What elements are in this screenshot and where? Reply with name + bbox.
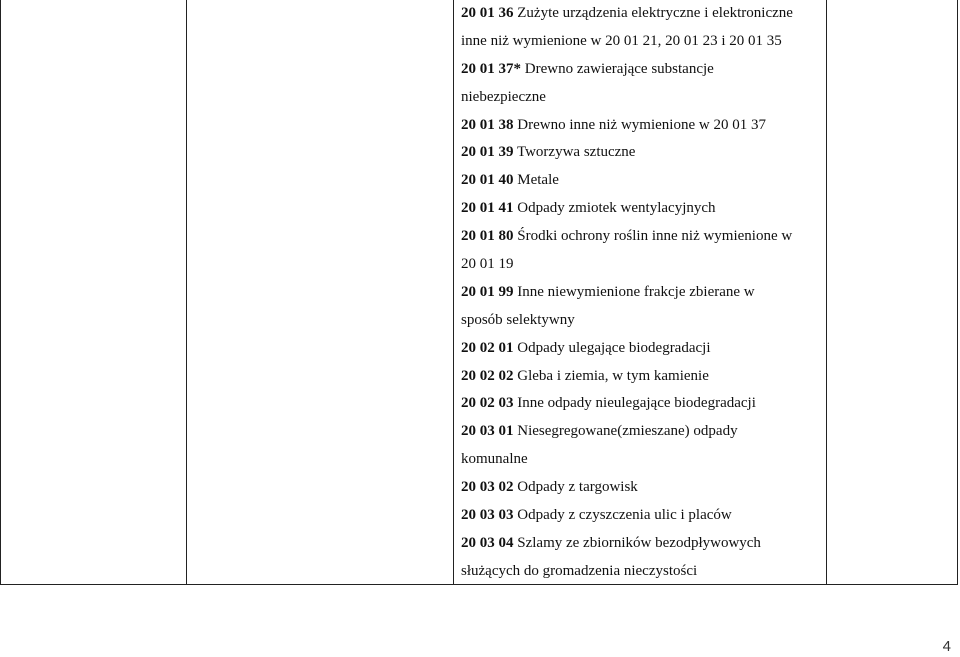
list-item <box>461 502 823 530</box>
list-item <box>461 530 823 558</box>
waste-code-list <box>461 0 823 586</box>
table-column-4 <box>827 0 957 584</box>
waste-code: 20 01 41 <box>461 200 514 217</box>
waste-description: Niesegregowane(zmieszane) odpady <box>513 423 738 440</box>
table-column-1 <box>1 0 187 584</box>
waste-code: 20 03 04 <box>461 534 514 551</box>
list-item <box>461 446 823 474</box>
waste-code: 20 02 01 <box>461 339 514 356</box>
list-item <box>461 112 823 140</box>
list-item <box>461 418 823 446</box>
list-item <box>461 363 823 391</box>
list-item <box>461 28 823 56</box>
waste-code: 20 02 03 <box>461 395 514 412</box>
waste-description: inne niż wymienione w 20 01 21, 20 01 23 i 20 01 35 <box>461 32 782 49</box>
waste-code: 20 01 36 <box>461 5 514 21</box>
waste-description: 20 01 19 <box>461 256 514 273</box>
table-column-waste-codes <box>454 0 827 584</box>
waste-description: Drewno zawierające substancje <box>521 60 714 77</box>
waste-code: 20 01 40 <box>461 172 514 189</box>
waste-code: 20 01 38 <box>461 116 514 133</box>
waste-description: Odpady ulegające biodegradacji <box>513 339 711 356</box>
list-item <box>461 335 823 363</box>
waste-description: Środki ochrony roślin inne niż wymienione w <box>513 228 793 245</box>
waste-code: 20 03 02 <box>461 479 514 496</box>
list-item <box>461 390 823 418</box>
list-item <box>461 0 823 28</box>
waste-code: 20 03 03 <box>461 507 514 524</box>
list-item <box>461 223 823 251</box>
waste-description: Drewno inne niż wymienione w 20 01 37 <box>513 116 766 133</box>
waste-description: komunalne <box>461 451 528 468</box>
waste-description: Inne odpady nieulegające biodegradacji <box>513 395 756 412</box>
list-item <box>461 195 823 223</box>
waste-description: niebezpieczne <box>461 88 546 105</box>
table-column-2 <box>187 0 454 584</box>
list-item <box>461 56 823 84</box>
waste-description: Tworzywa sztuczne <box>513 144 636 161</box>
page-number: 4 <box>942 638 951 655</box>
waste-description: Odpady z czyszczenia ulic i placów <box>513 507 732 524</box>
list-item <box>461 167 823 195</box>
waste-description: Szlamy ze zbiorników bezodpływowych <box>513 534 761 551</box>
waste-description: Metale <box>513 172 559 189</box>
list-item <box>461 84 823 112</box>
list-item <box>461 279 823 307</box>
list-item <box>461 474 823 502</box>
list-item <box>461 307 823 335</box>
waste-code: 20 03 01 <box>461 423 514 440</box>
waste-description: Zużyte urządzenia elektryczne i elektroniczne <box>513 5 793 21</box>
waste-code: 20 01 37* <box>461 60 521 77</box>
list-item <box>461 251 823 279</box>
list-item <box>461 558 823 586</box>
list-item <box>461 139 823 167</box>
waste-description: Inne niewymienione frakcje zbierane w <box>513 283 755 300</box>
waste-description: Odpady zmiotek wentylacyjnych <box>513 200 716 217</box>
waste-description: sposób selektywny <box>461 311 575 328</box>
waste-code: 20 01 80 <box>461 228 514 245</box>
waste-code: 20 02 02 <box>461 367 514 384</box>
waste-description: służących do gromadzenia nieczystości <box>461 562 698 579</box>
waste-description: Gleba i ziemia, w tym kamienie <box>513 367 709 384</box>
waste-code: 20 01 39 <box>461 144 514 161</box>
waste-code: 20 01 99 <box>461 283 514 300</box>
waste-description: Odpady z targowisk <box>513 479 638 496</box>
